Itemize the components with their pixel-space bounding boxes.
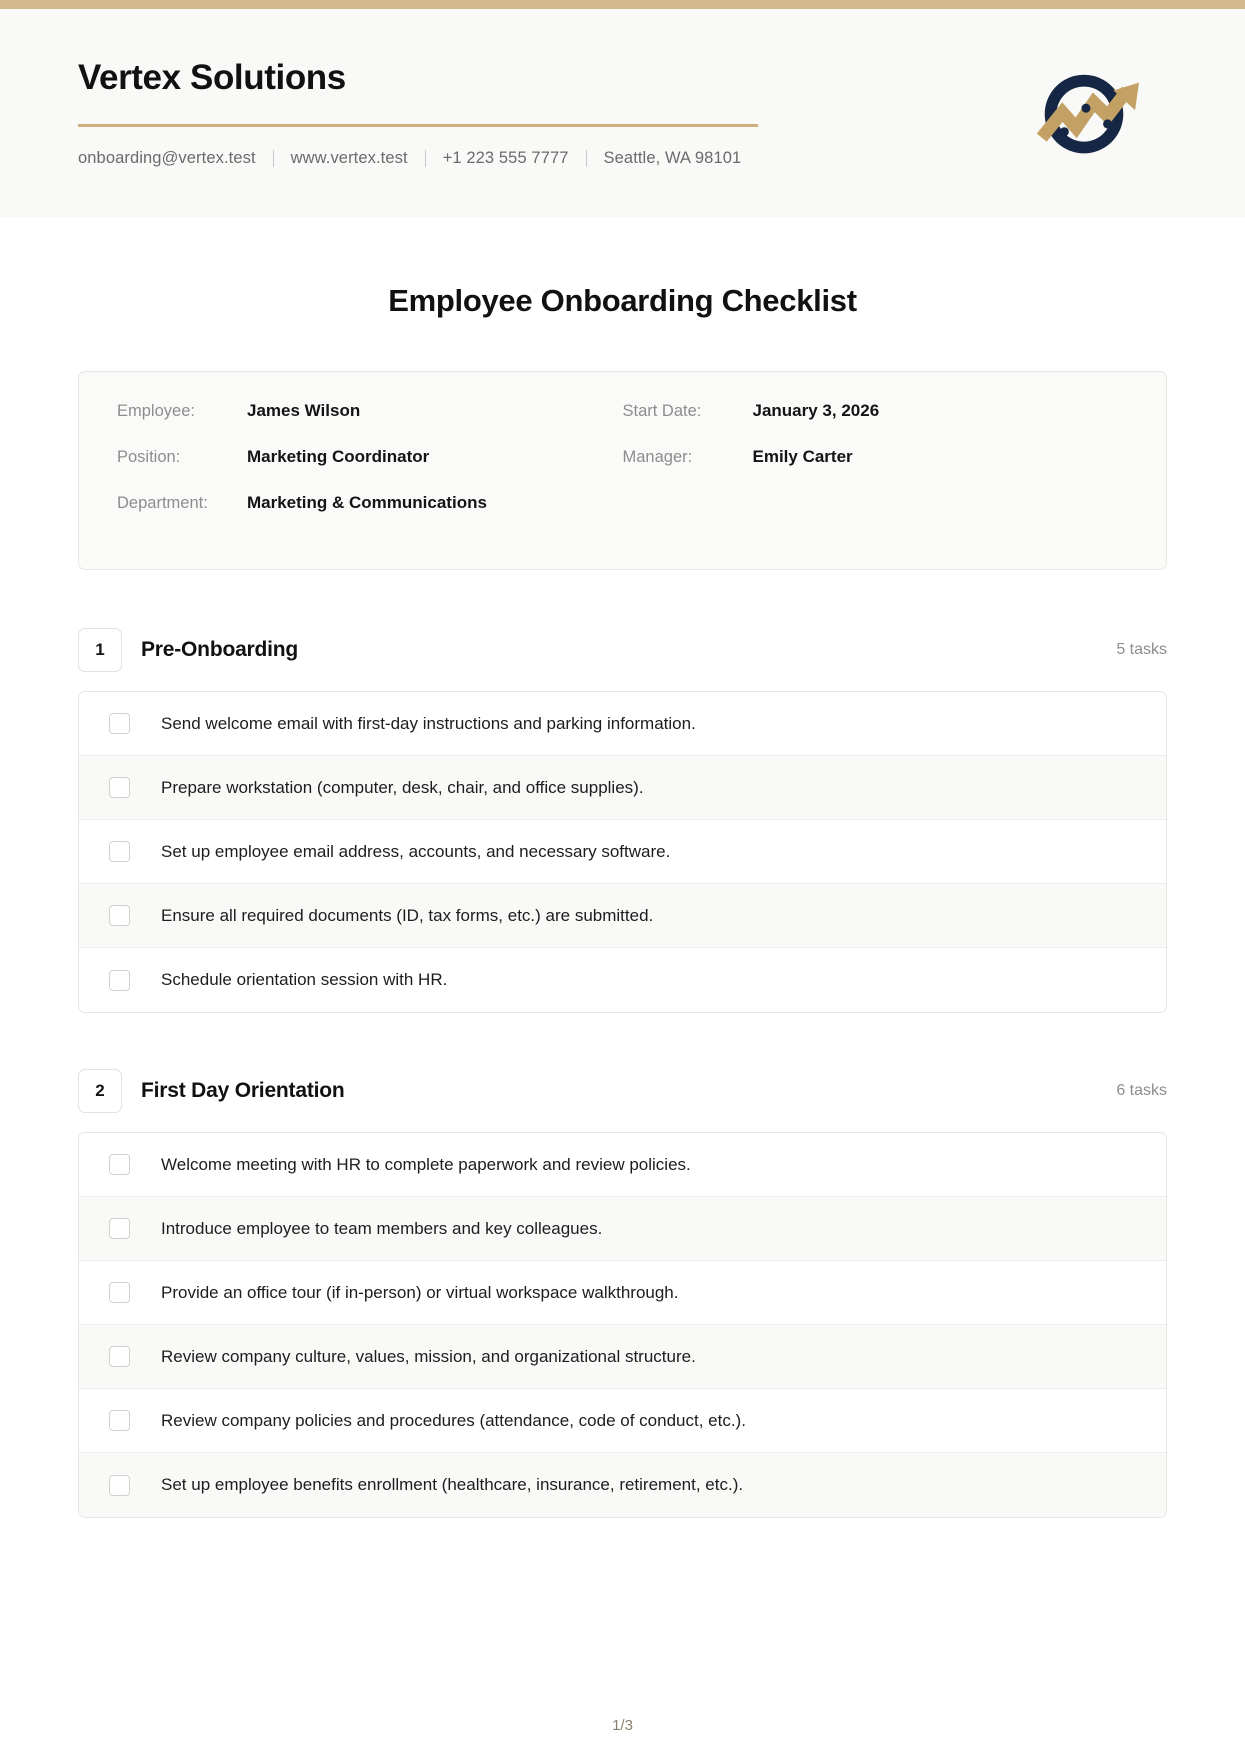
task-checkbox[interactable]: [109, 970, 130, 991]
company-name: Vertex Solutions: [78, 58, 346, 97]
page-title: Employee Onboarding Checklist: [388, 283, 857, 318]
task-row[interactable]: [79, 756, 1166, 820]
checklist-section: [78, 1069, 1167, 1518]
task-label: Send welcome email with first-day instructions and parking information.: [161, 713, 696, 733]
info-value-position: Marketing Coordinator: [247, 447, 430, 466]
task-list: [78, 1132, 1167, 1518]
document-body: [0, 217, 1245, 1760]
task-row[interactable]: [79, 1453, 1166, 1517]
section-title: Pre-Onboarding: [141, 638, 299, 661]
section-header: [78, 1069, 1167, 1113]
task-label: Welcome meeting with HR to complete paperwork and review policies.: [161, 1154, 691, 1174]
contact-phone[interactable]: +1 223 555 7777: [442, 148, 569, 167]
task-row[interactable]: [79, 1389, 1166, 1453]
task-row[interactable]: [79, 692, 1166, 756]
contact-line: [78, 149, 838, 168]
info-row-manager: [623, 447, 1129, 493]
task-row[interactable]: [79, 1261, 1166, 1325]
task-label: Prepare workstation (computer, desk, chair, and office supplies).: [161, 777, 644, 797]
task-checkbox[interactable]: [109, 777, 130, 798]
growth-arrow-circle-logo-icon: [1023, 63, 1145, 173]
contact-address: Seattle, WA 98101: [603, 148, 742, 167]
top-accent-bar: [0, 0, 1245, 9]
task-label: Introduce employee to team members and key colleagues.: [161, 1218, 603, 1238]
task-checkbox[interactable]: [109, 841, 130, 862]
section-task-count: 5 tasks: [1116, 641, 1167, 658]
info-value-department: Marketing & Communications: [247, 493, 487, 512]
task-checkbox[interactable]: [109, 1410, 130, 1431]
employee-info-right-column: [623, 401, 1129, 539]
task-checkbox[interactable]: [109, 1346, 130, 1367]
info-value-manager: Emily Carter: [752, 447, 853, 466]
task-row[interactable]: [79, 1133, 1166, 1197]
contact-separator-icon: [273, 150, 274, 167]
task-row[interactable]: [79, 1197, 1166, 1261]
task-checkbox[interactable]: [109, 713, 130, 734]
letterhead: [0, 9, 1245, 217]
section-number-badge: 2: [78, 1069, 122, 1113]
task-label: Set up employee email address, accounts, and necessary software.: [161, 841, 671, 861]
info-label-department: Department:: [117, 494, 208, 512]
info-label-manager: Manager:: [622, 448, 693, 466]
task-label: Provide an office tour (if in-person) or virtual workspace walkthrough.: [161, 1282, 679, 1302]
task-checkbox[interactable]: [109, 905, 130, 926]
page-indicator: 1/3: [612, 1717, 633, 1734]
task-checkbox[interactable]: [109, 1154, 130, 1175]
section-number-badge: 1: [78, 628, 122, 672]
task-label: Review company culture, values, mission, and organizational structure.: [161, 1346, 696, 1366]
contact-separator-icon: [586, 150, 587, 167]
task-checkbox[interactable]: [109, 1218, 130, 1239]
contact-separator-icon: [425, 150, 426, 167]
info-label-position: Position:: [117, 448, 181, 466]
task-checkbox[interactable]: [109, 1475, 130, 1496]
letterhead-divider: [78, 124, 758, 127]
section-header: [78, 628, 1167, 672]
info-value-employee: James Wilson: [247, 401, 361, 420]
section-title: First Day Orientation: [141, 1079, 345, 1102]
task-list: [78, 691, 1167, 1013]
task-row[interactable]: [79, 948, 1166, 1012]
task-label: Set up employee benefits enrollment (healthcare, insurance, retirement, etc.).: [161, 1475, 744, 1495]
info-row-department: [117, 493, 623, 539]
task-checkbox[interactable]: [109, 1282, 130, 1303]
task-row[interactable]: [79, 884, 1166, 948]
info-label-employee: Employee:: [117, 402, 195, 420]
checklist-sections: [78, 570, 1167, 1518]
letterhead-text-block: [78, 59, 838, 168]
info-row-start-date: [623, 401, 1129, 447]
info-row-employee: [117, 401, 623, 447]
task-label: Schedule orientation session with HR.: [161, 970, 448, 990]
task-label: Review company policies and procedures (attendance, code of conduct, etc.).: [161, 1410, 746, 1430]
checklist-section: [78, 628, 1167, 1013]
info-row-position: [117, 447, 623, 493]
contact-email[interactable]: onboarding@vertex.test: [78, 148, 256, 167]
task-row[interactable]: [79, 820, 1166, 884]
task-label: Ensure all required documents (ID, tax forms, etc.) are submitted.: [161, 905, 654, 925]
task-row[interactable]: [79, 1325, 1166, 1389]
section-task-count: 6 tasks: [1116, 1082, 1167, 1099]
employee-info-left-column: [117, 401, 623, 539]
page-footer: [78, 1677, 1167, 1760]
employee-info-card: [78, 371, 1167, 570]
info-label-start-date: Start Date:: [622, 402, 702, 420]
info-value-start-date: January 3, 2026: [752, 401, 880, 420]
contact-website[interactable]: www.vertex.test: [290, 148, 408, 167]
